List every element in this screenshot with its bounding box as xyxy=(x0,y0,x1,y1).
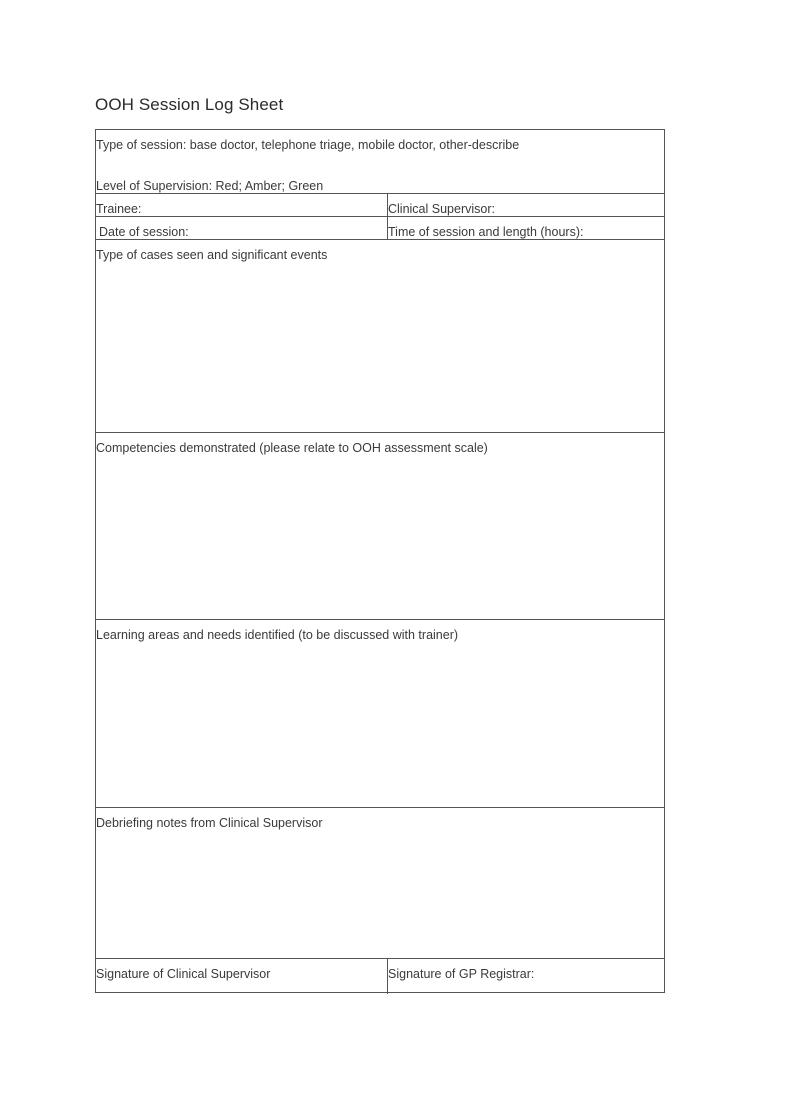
learning-areas-label: Learning areas and needs identified (to be discussed with trainer) xyxy=(96,628,459,642)
cases-label: Type of cases seen and significant events xyxy=(96,248,328,262)
supervision-level-label: Level of Supervision: Red; Amber; Green xyxy=(96,179,324,193)
trainee-row xyxy=(96,194,664,217)
signature-row xyxy=(96,959,664,994)
page-title: OOH Session Log Sheet xyxy=(95,95,284,114)
time-of-session-field[interactable] xyxy=(388,217,664,239)
debriefing-label: Debriefing notes from Clinical Supervisor xyxy=(96,816,323,830)
debriefing-row xyxy=(96,808,664,959)
competencies-label: Competencies demonstrated (please relate to OOH assessment scale) xyxy=(96,441,488,455)
registrar-signature-label: Signature of GP Registrar: xyxy=(388,967,535,981)
date-of-session-label: Date of session: xyxy=(99,225,189,239)
learning-areas-row xyxy=(96,620,664,808)
session-type-row[interactable] xyxy=(96,130,664,194)
date-of-session-field[interactable] xyxy=(96,217,388,239)
session-type-cell[interactable] xyxy=(96,130,664,193)
supervisor-signature-label: Signature of Clinical Supervisor xyxy=(96,967,271,981)
date-time-row xyxy=(96,217,664,240)
session-type-label: Type of session: base doctor, telephone triage, mobile doctor, other-describe xyxy=(96,138,520,152)
learning-areas-field[interactable] xyxy=(96,620,664,807)
trainee-field[interactable] xyxy=(96,194,388,216)
debriefing-field[interactable] xyxy=(96,808,664,958)
supervisor-signature-field[interactable] xyxy=(96,959,388,994)
session-log-form xyxy=(95,129,665,993)
competencies-field[interactable] xyxy=(96,433,664,619)
clinical-supervisor-label: Clinical Supervisor: xyxy=(388,202,495,216)
time-of-session-label: Time of session and length (hours): xyxy=(388,225,584,239)
trainee-label: Trainee: xyxy=(96,202,142,216)
cases-row xyxy=(96,240,664,433)
registrar-signature-field[interactable] xyxy=(388,959,664,994)
clinical-supervisor-field[interactable] xyxy=(388,194,664,216)
cases-field[interactable] xyxy=(96,240,664,432)
competencies-row xyxy=(96,433,664,620)
